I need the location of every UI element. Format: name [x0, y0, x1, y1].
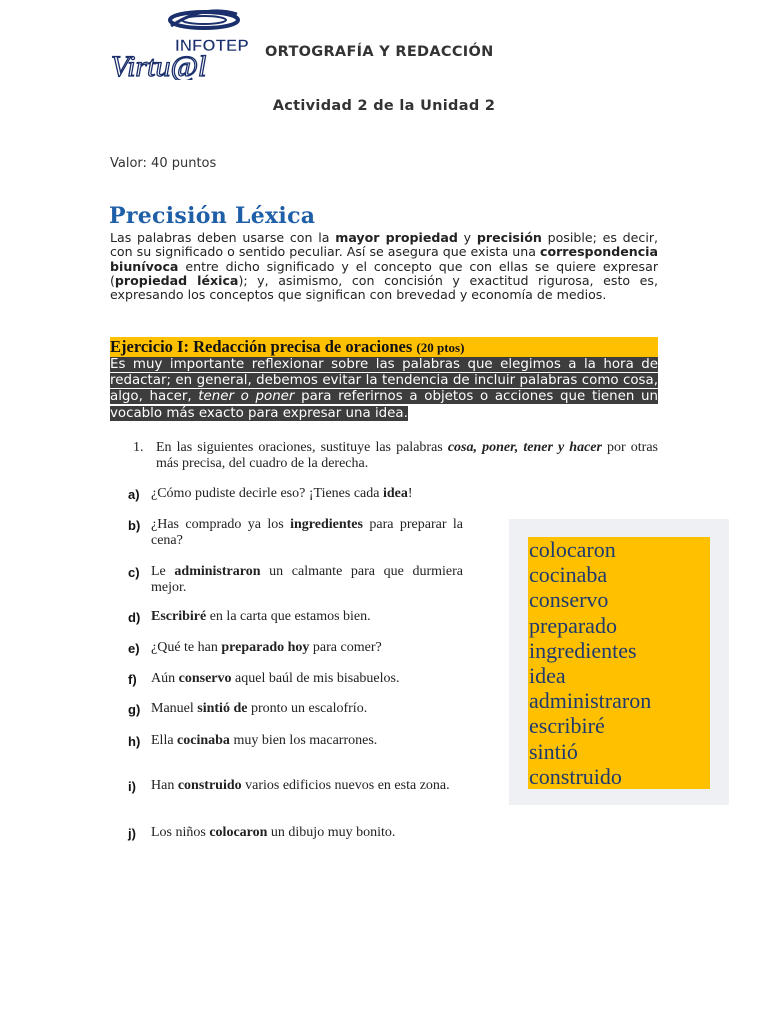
word-bank: [528, 537, 710, 789]
word-bank-item: construido: [529, 763, 622, 789]
infotep-virtual-logo: [109, 6, 249, 80]
activity-title: Actividad 2 de la Unidad 2: [272, 98, 496, 114]
exercise-points: (20 ptos): [416, 340, 465, 355]
exercise-note: Es muy importante reflexionar sobre las palabras que elegimos a la hora de redactar; en general, debemos evitar la tendencia de incluir palabras como cosa, algo, hacer, tener o poner para referirnos a objetos o acciones que tienen un vocablo más exacto para expresar una idea.: [110, 357, 658, 421]
exercise-heading: [110, 337, 658, 357]
instruction-number: 1.: [133, 440, 144, 455]
word-bank-item: colocaron: [529, 537, 616, 562]
logo-virtual-text: Virtu@l: [111, 50, 207, 80]
logo-infotep-text: INFOTEP: [175, 36, 249, 55]
word-bank-item: escribiré: [529, 713, 605, 739]
course-title: ORTOGRAFÍA Y REDACCIÓN: [265, 44, 494, 60]
word-bank-item: conservo: [529, 587, 609, 613]
word-bank-item: sintió: [529, 738, 578, 764]
word-bank-item: cocinaba: [529, 562, 608, 588]
section-heading: Precisión Léxica: [109, 203, 316, 229]
word-bank-item: preparado: [529, 612, 617, 638]
intro-paragraph: Las palabras deben usarse con la mayor propiedad y precisión posible; es decir, con su significado o sentido peculiar. Así se asegura que exista una correspondencia biunívoca entre dicho significado y el concepto que con ellas se quiere expresar (propiedad léxica); y, asimismo, con concisión y exactitud rigurosa, esto es, expresando los conceptos que significan con brevedad y economía de medios.: [110, 230, 658, 303]
word-bank-item: idea: [529, 663, 566, 689]
exercise-title: Ejercicio I: Redacción precisa de oraciones: [110, 337, 413, 356]
instruction-text: En las siguientes oraciones, sustituye las palabras cosa, poner, tener y hacer por otras más precisa, del cuadro de la derecha.: [156, 440, 659, 471]
word-bank-item: ingredientes: [529, 637, 637, 663]
value-line: Valor: 40 puntos: [110, 156, 217, 171]
word-bank-item: administraron: [529, 688, 652, 714]
